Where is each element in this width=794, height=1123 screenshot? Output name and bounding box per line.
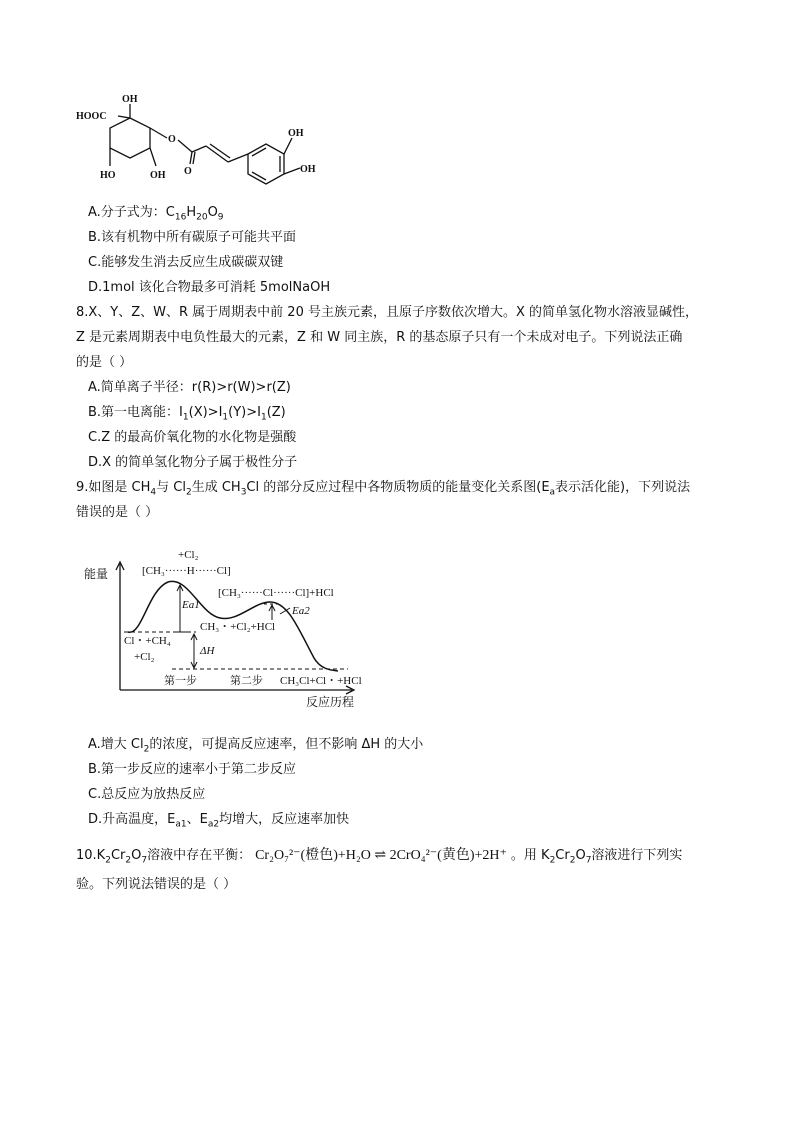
q9-option-d: D.升高温度，$E_{a1}$、$E_{a2}$均增大，反应速率加快 xyxy=(88,812,350,830)
q7-option-b: B.该有机物中所有碳原子可能共平面 xyxy=(88,230,297,245)
ts1-label: [CH₃······H······Cl] xyxy=(142,565,231,577)
q8-stem-line1: 8.X、Y、Z、W、R 属于周期表中前 20 号主族元素，且原子序数依次增大。X 的简单氢化物水溶液显碱性， xyxy=(76,305,699,320)
energy-diagram xyxy=(84,540,394,710)
cooh-label: HOOC xyxy=(76,111,107,122)
q9-option-b: B.第一步反应的速率小于第二步反应 xyxy=(88,762,297,777)
ts1-cl2-label: +Cl₂ xyxy=(178,549,199,561)
q8-option-a: A.简单离子半径：r(R)>r(W)>r(Z) xyxy=(88,380,291,395)
y-axis-label: 能量 xyxy=(84,567,109,581)
intermediate-label: CH₃・+Cl₂+HCl xyxy=(200,621,276,633)
ho-label: HO xyxy=(100,170,116,181)
q10-stem-line2: 验。下列说法错误的是（ ） xyxy=(76,877,237,892)
oh-label: OH xyxy=(300,164,316,175)
q8-option-b: B.第一电离能：$I_1(X)>I_1(Y)>I_1(Z)$ xyxy=(88,405,286,423)
step1-label: 第一步 xyxy=(164,674,197,687)
ea2-label: Ea2 xyxy=(292,605,310,617)
q8-stem-line3: 的是（ ） xyxy=(76,355,133,370)
oh-label: OH xyxy=(122,94,138,105)
q7-option-c: C.能够发生消去反应生成碳碳双键 xyxy=(88,255,284,270)
q8-option-c: C.Z 的最高价氧化物的水化物是强酸 xyxy=(88,430,297,445)
q8-stem-line2: Z 是元素周期表中电负性最大的元素，Z 和 W 同主族，R 的基态原子只有一个未成对电子。下列说法正确 xyxy=(76,330,683,345)
equilibrium-equation: Cr₂O₇²⁻(橙色)+H₂O ⇌ 2CrO₄²⁻(黄色)+2H⁺ xyxy=(255,848,507,863)
q10-stem-line1: $10.K_2Cr_2O_7$溶液中存在平衡： Cr₂O₇²⁻(橙色)+H₂O ⇌ 2CrO₄²⁻(黄色)+2H⁺ 。用 $K_2Cr_2O_7$溶液进行下列实 xyxy=(76,848,683,866)
carbonyl-o-label: O xyxy=(184,166,192,177)
q9-option-a: A.增大 $Cl_2$的浓度，可提高反应速率，但不影响 ΔH 的大小 xyxy=(88,737,424,755)
oh-label: OH xyxy=(288,128,304,139)
x-axis-label: 反应历程 xyxy=(306,695,355,709)
q9-stem-line1: 9.如图是 $CH_4$与 $Cl_2$生成 $CH_3Cl$ 的部分反应过程中各物质物质的能量变化关系图($E_a$表示活化能)，下列说法 xyxy=(76,480,691,498)
q7-option-a: A.分子式为：$C_{16}H_{20}O_9$ xyxy=(88,205,224,223)
molecule-structure xyxy=(70,90,360,190)
ea1-label: Ea1 xyxy=(182,599,200,611)
step2-label: 第二步 xyxy=(230,674,263,687)
ester-o-label: O xyxy=(168,134,176,145)
start-label-2: +Cl₂ xyxy=(134,651,155,663)
ts2-label: [CH₃······Cl······Cl]+HCl xyxy=(218,587,334,599)
q9-stem-line2: 错误的是（ ） xyxy=(76,505,159,520)
q7-option-d: D.1mol 该化合物最多可消耗 5molNaOH xyxy=(88,280,331,295)
q8-option-d: D.X 的简单氢化物分子属于极性分子 xyxy=(88,455,298,470)
product-label: CH₃Cl+Cl・+HCl xyxy=(280,675,362,687)
start-label-1: Cl・+CH₄ xyxy=(124,635,171,647)
q9-option-c: C.总反应为放热反应 xyxy=(88,787,206,802)
oh-label: OH xyxy=(150,170,166,181)
delta-h-label: ΔH xyxy=(200,645,215,657)
